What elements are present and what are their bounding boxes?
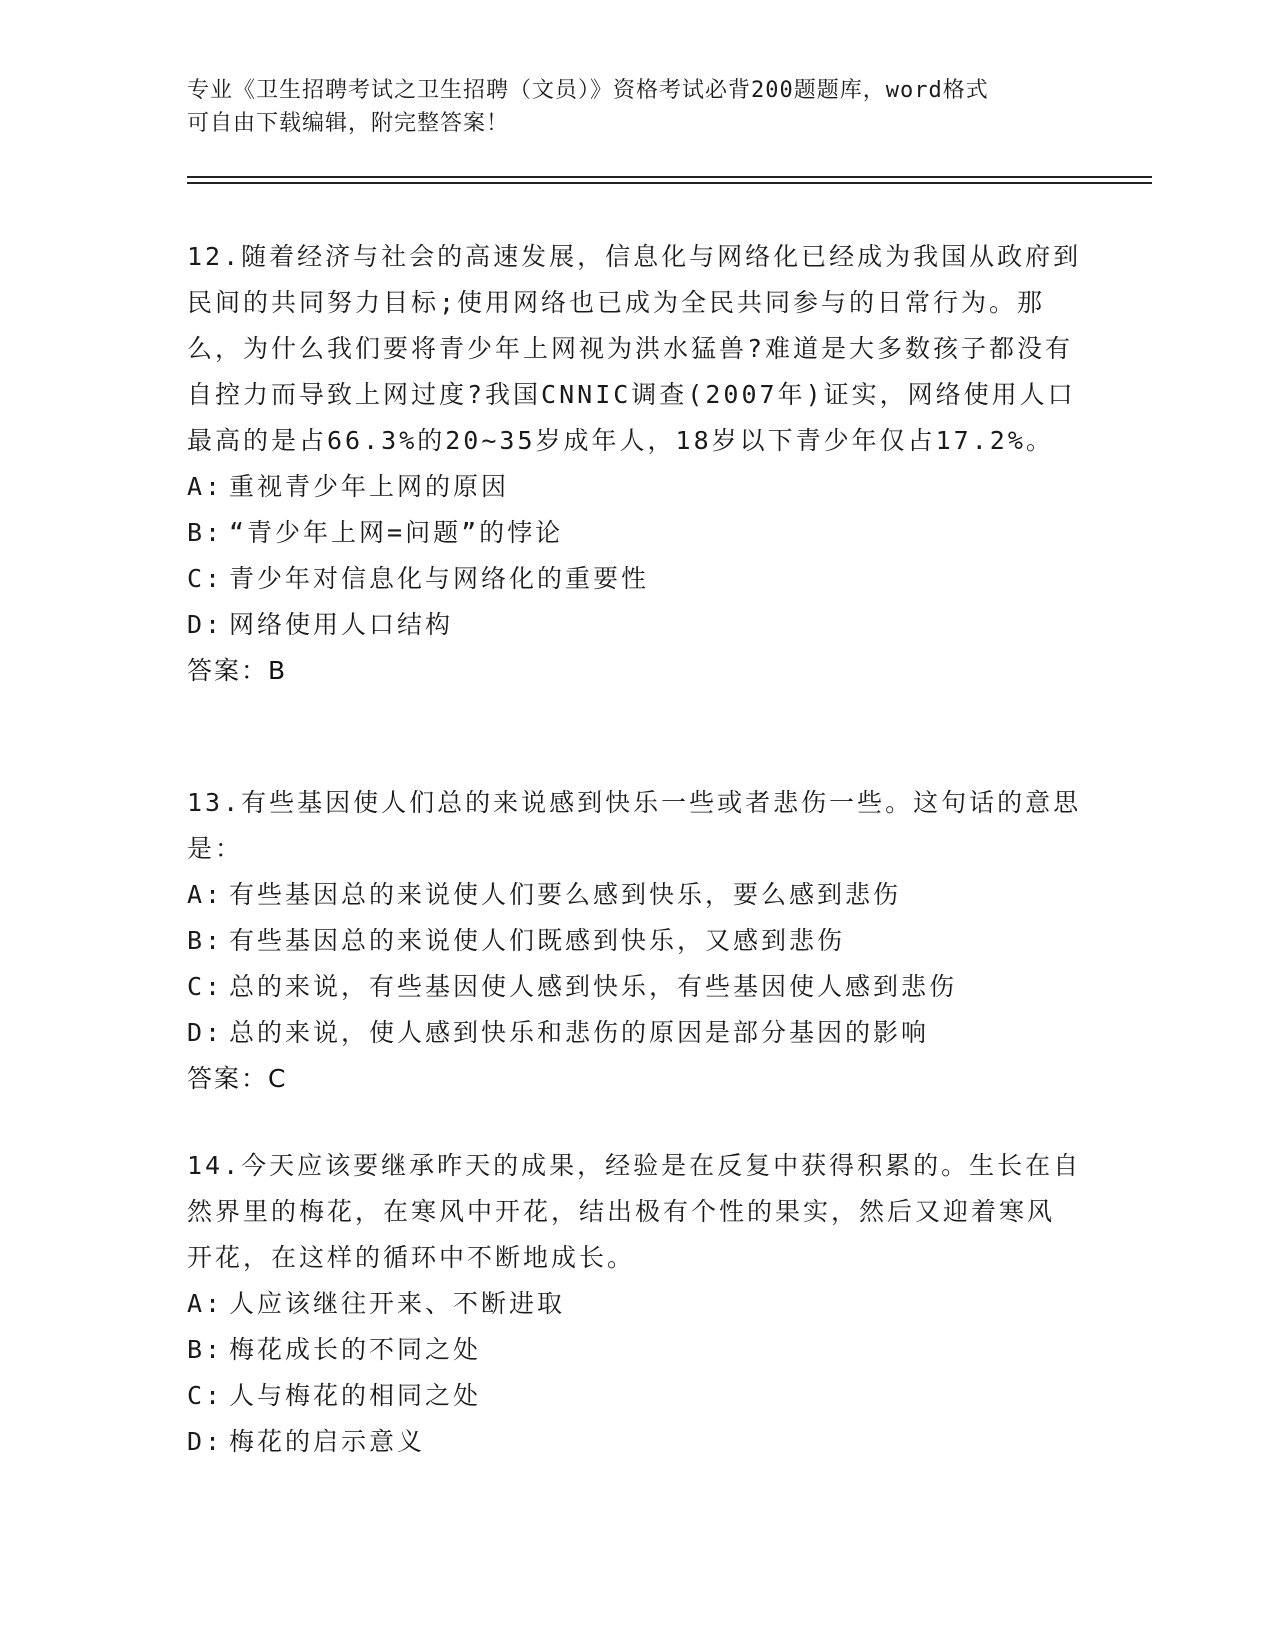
option-text: “青少年上网=问题”的悖论 <box>229 518 564 547</box>
option-d <box>187 602 1082 648</box>
option-letter: D: <box>187 610 224 639</box>
option-text: 梅花成长的不同之处 <box>229 1335 482 1364</box>
question-13 <box>187 780 1082 1102</box>
answer-line: 答案：C <box>187 1064 288 1093</box>
option-letter: A: <box>187 472 224 501</box>
option-c <box>187 556 1082 602</box>
option-text: 有些基因总的来说使人们要么感到快乐，要么感到悲伤 <box>229 880 902 909</box>
option-b <box>187 1327 1082 1373</box>
option-text: 重视青少年上网的原因 <box>229 472 510 501</box>
option-c <box>187 964 1082 1010</box>
option-a <box>187 464 1082 510</box>
option-letter: C: <box>187 972 224 1001</box>
question-stem: 14.今天应该要继承昨天的成果，经验是在反复中获得积累的。生长在自然界里的梅花，在寒风中开花，结出极有个性的果实，然后又迎着寒风开花，在这样的循环中不断地成长。 <box>187 1151 1082 1272</box>
option-letter: A: <box>187 880 224 909</box>
header-divider-top <box>187 176 1152 178</box>
header-line-2: 可自由下载编辑，附完整答案！ <box>187 111 510 136</box>
document-header <box>187 74 1067 140</box>
question-stem: 13.有些基因使人们总的来说感到快乐一些或者悲伤一些。这句话的意思是： <box>187 788 1082 863</box>
option-text: 人应该继往开来、不断进取 <box>229 1289 566 1318</box>
question-12 <box>187 234 1082 694</box>
option-b <box>187 510 1082 556</box>
option-letter: D: <box>187 1427 224 1456</box>
option-text: 人与梅花的相同之处 <box>229 1381 482 1410</box>
option-letter: C: <box>187 564 224 593</box>
question-14 <box>187 1143 1082 1465</box>
header-divider-bottom <box>187 182 1152 184</box>
option-text: 梅花的启示意义 <box>229 1427 426 1456</box>
option-letter: B: <box>187 1335 224 1364</box>
option-text: 有些基因总的来说使人们既感到快乐，又感到悲伤 <box>229 926 846 955</box>
option-a <box>187 1281 1082 1327</box>
option-b <box>187 918 1082 964</box>
option-letter: D: <box>187 1018 224 1047</box>
option-d <box>187 1010 1082 1056</box>
option-c <box>187 1373 1082 1419</box>
answer-line: 答案：B <box>187 656 288 685</box>
header-line-1: 专业《卫生招聘考试之卫生招聘（文员）》资格考试必背200题题库，word格式 <box>187 78 989 103</box>
option-text: 总的来说，使人感到快乐和悲伤的原因是部分基因的影响 <box>229 1018 930 1047</box>
option-letter: B: <box>187 518 224 547</box>
question-stem: 12.随着经济与社会的高速发展，信息化与网络化已经成为我国从政府到民间的共同努力目标;使用网络也已成为全民共同参与的日常行为。那么，为什么我们要将青少年上网视为洪水猛兽?难道是大多数孩子都没有自控力而导致上网过度?我国CNNIC调查(2007年)证实，网络使用人口最高的是占66.3%的20~35岁成年人，18岁以下青少年仅占17.2%。 <box>187 242 1082 455</box>
option-text: 网络使用人口结构 <box>229 610 454 639</box>
option-a <box>187 872 1082 918</box>
option-letter: C: <box>187 1381 224 1410</box>
option-d <box>187 1419 1082 1465</box>
option-letter: A: <box>187 1289 224 1318</box>
option-letter: B: <box>187 926 224 955</box>
option-text: 总的来说，有些基因使人感到快乐，有些基因使人感到悲伤 <box>229 972 958 1001</box>
option-text: 青少年对信息化与网络化的重要性 <box>229 564 650 593</box>
